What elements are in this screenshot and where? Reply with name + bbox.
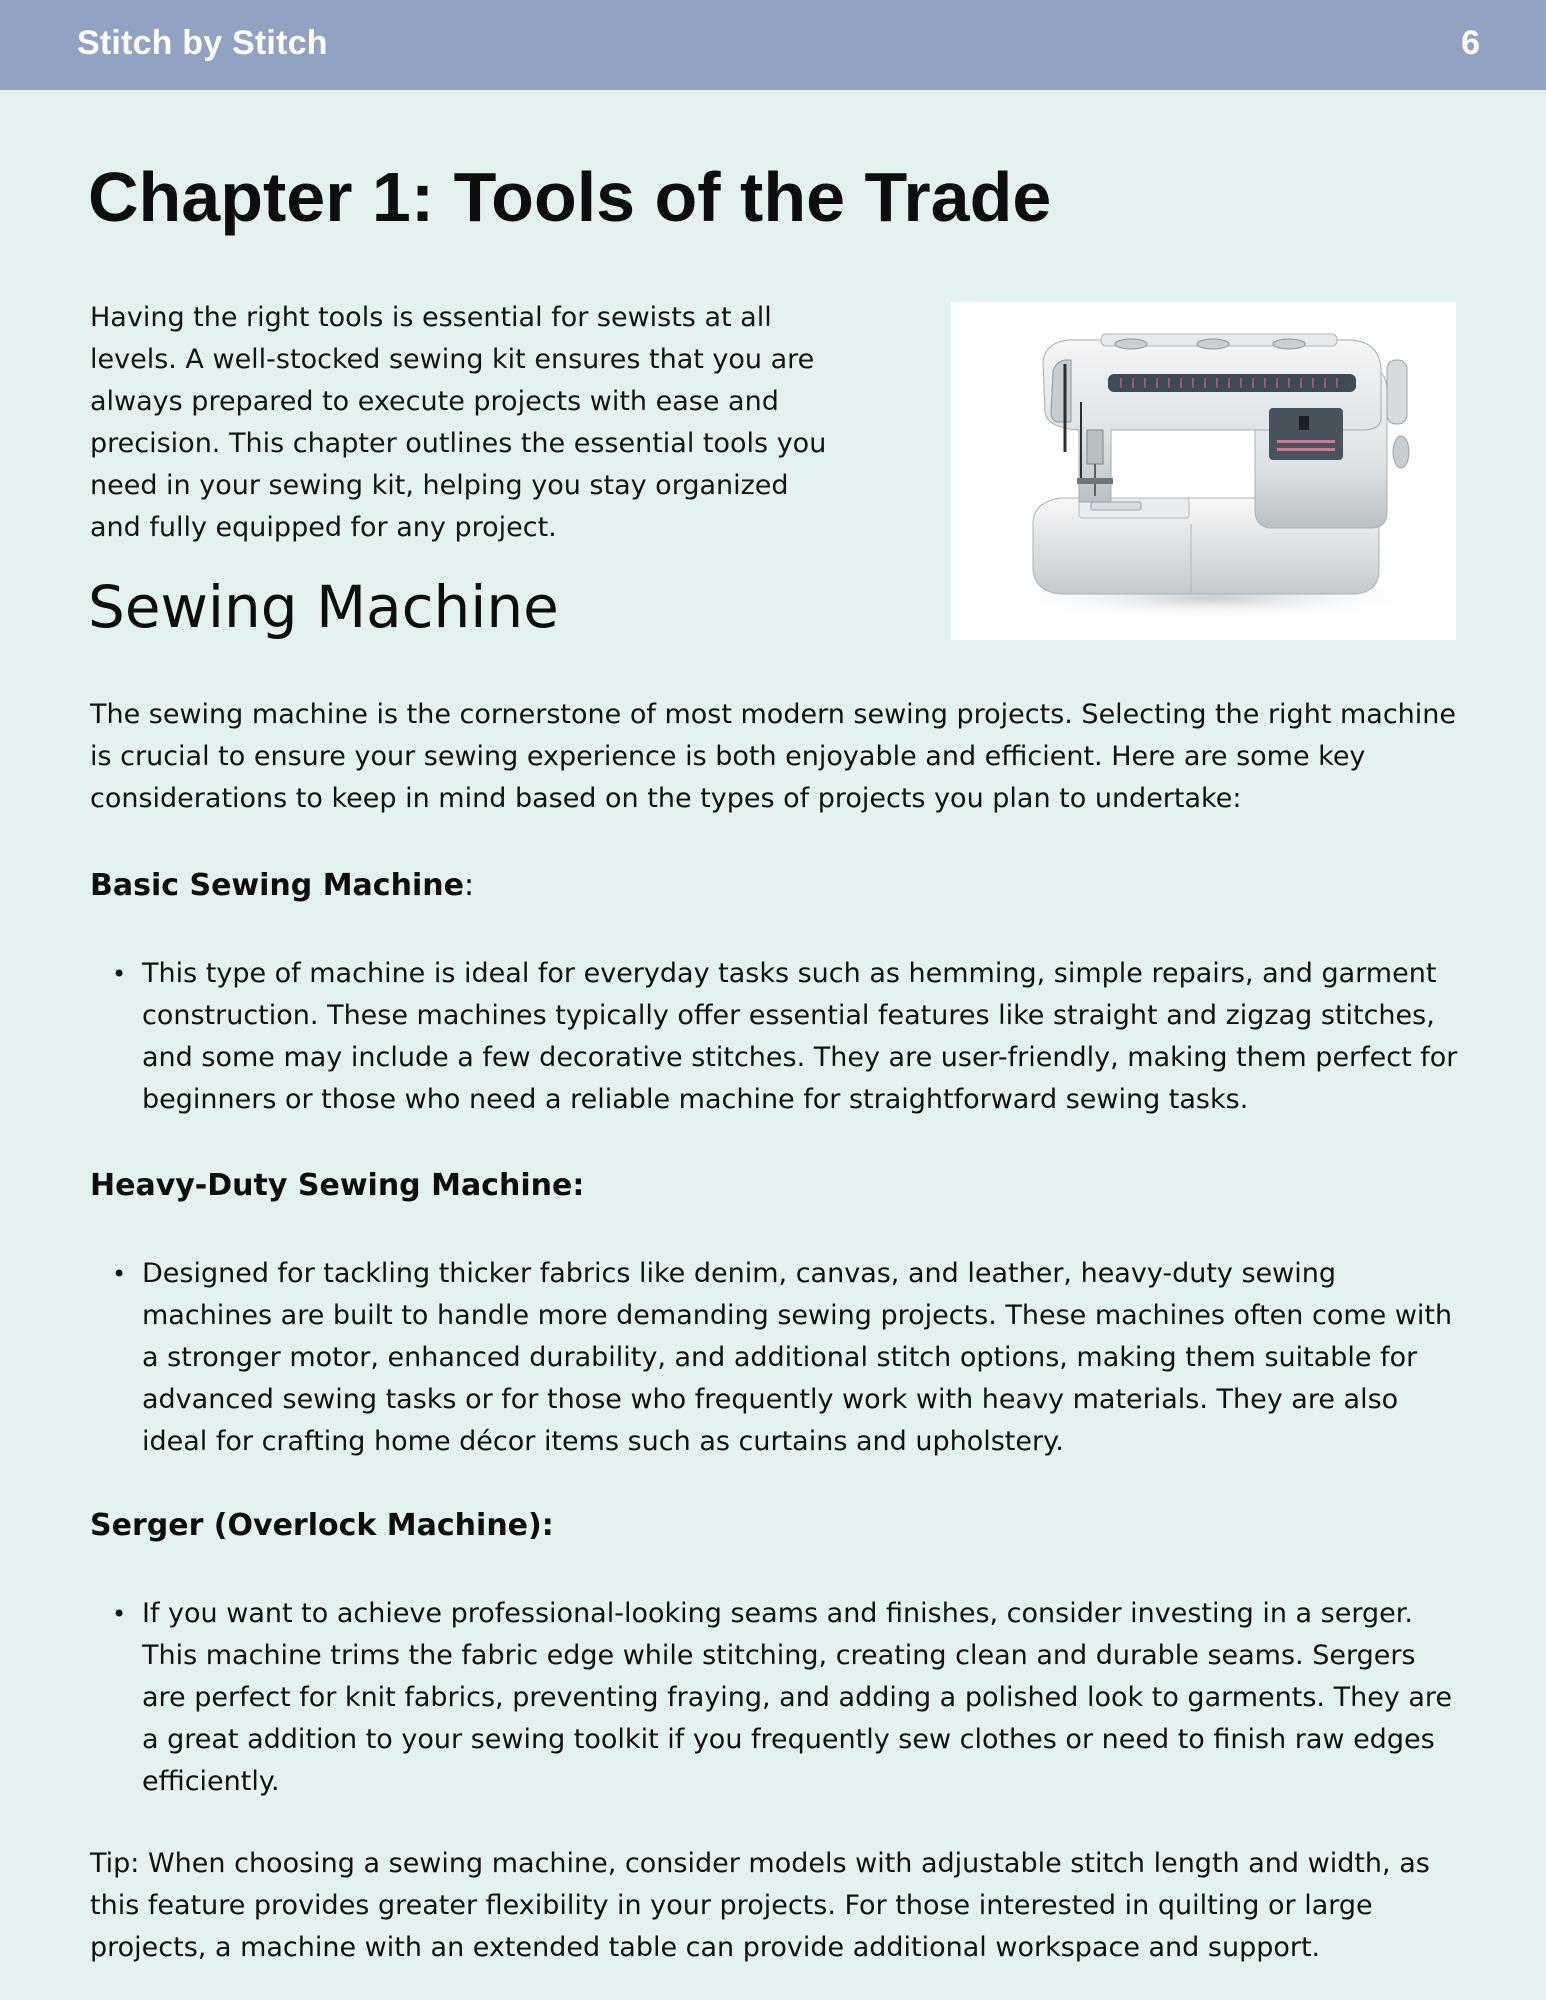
- chapter-title: Chapter 1: Tools of the Trade: [88, 158, 1052, 236]
- subheading-serger-text: Serger (Overlock Machine):: [90, 1508, 554, 1543]
- page-header: [0, 0, 1546, 90]
- book-title: Stitch by Stitch: [77, 24, 328, 62]
- list-item: • If you want to achieve professional-looking seams and finishes, consider investing in a serger. This machine trims the fabric edge while stitching, creating clean and durable seams. Sergers are perfect for knit fabrics, preventing fraying, and adding a polished look to garments. They are a great addition to your sewing toolkit if you frequently sew clothes or need to finish raw edges efficiently.: [112, 1593, 1462, 1803]
- list-item: • This type of machine is ideal for everyday tasks such as hemming, simple repairs, and garment construction. These machines typically offer essential features like straight and zigzag stitches, and some may include a few decorative stitches. They are user-friendly, making them perfect for beginners or those who need a reliable machine for straightforward sewing tasks.: [112, 953, 1462, 1121]
- subheading-heavy-duty: [90, 1166, 584, 1206]
- section-lead: The sewing machine is the cornerstone of most modern sewing projects. Selecting the right machine is crucial to ensure your sewing experience is both enjoyable and efficient. Here are some key considerations to keep in mind based on the types of projects you plan to undertake:: [90, 699, 1457, 814]
- bullet-list-heavy-duty: [112, 1253, 1462, 1463]
- page-number: 6: [1461, 24, 1480, 62]
- bullet-list-serger: [112, 1593, 1462, 1803]
- chapter-intro: Having the right tools is essential for sewists at all levels. A well-stocked sewing kit ensures that you are always prepared to execute projects with ease and precision. This chapter outlines the essential tools you need in your sewing kit, helping you stay organized and fully equipped for any project.: [90, 302, 827, 543]
- subheading-serger: [90, 1506, 554, 1546]
- subheading-heavy-duty-text: Heavy-Duty Sewing Machine:: [90, 1168, 585, 1203]
- section-title: Sewing Machine: [88, 573, 559, 641]
- subheading-basic-suffix: :: [463, 868, 475, 903]
- sewing-machine-icon: [951, 302, 1456, 640]
- list-item: • Designed for tackling thicker fabrics like denim, canvas, and leather, heavy-duty sewing machines are built to handle more demanding sewing projects. These machines often come with a stronger motor, enhanced durability, and additional stitch options, making them suitable for advanced sewing tasks or for those who frequently work with heavy materials. They are also ideal for crafting home décor items such as curtains and upholstery.: [112, 1253, 1462, 1463]
- tip-paragraph: Tip: When choosing a sewing machine, consider models with adjustable stitch length and width, as this feature provides greater flexibility in your projects. For those interested in quilting or large projects, a machine with an extended table can provide additional workspace and support.: [90, 1848, 1430, 1963]
- subheading-basic: [90, 866, 474, 906]
- bullet-list-basic: [112, 953, 1462, 1121]
- subheading-basic-text: Basic Sewing Machine: [90, 868, 464, 903]
- sewing-machine-image: [951, 302, 1456, 640]
